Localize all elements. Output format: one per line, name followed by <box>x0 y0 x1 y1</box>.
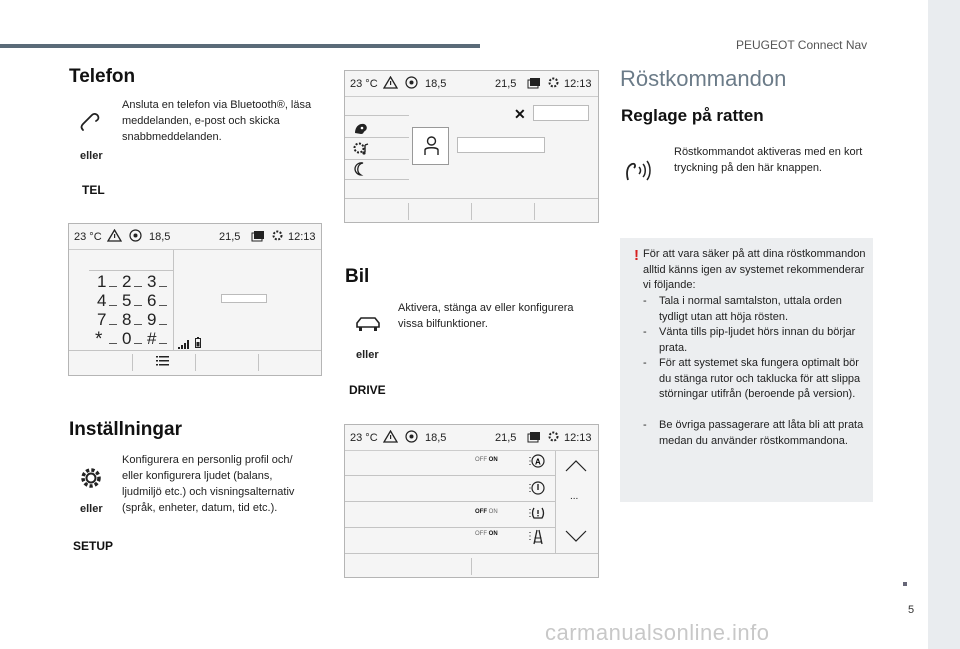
location-icon <box>405 76 418 92</box>
profile-tile[interactable] <box>412 127 449 165</box>
status-bar <box>345 425 598 451</box>
status-temp: 23 °C <box>74 231 102 243</box>
telefon-description: Ansluta en telefon via Bluetooth®, läsa meddelanden, e-post och skicka snabbmeddelanden. <box>122 99 312 143</box>
profile-name-field[interactable] <box>457 137 545 153</box>
key-8[interactable]: 8 <box>122 310 132 329</box>
tyre-pressure-icon <box>531 506 545 525</box>
media-icon <box>527 431 541 446</box>
bullet-mark: - <box>643 295 647 307</box>
phone-screen <box>68 223 322 376</box>
bullet-1: Tala i normal samtalston, uttala orden tydligt utan att höja rösten. <box>659 295 842 323</box>
rost-subtitle: Reglage på ratten <box>621 106 764 125</box>
location-icon <box>405 430 418 446</box>
key-hash[interactable]: # <box>147 329 157 348</box>
key-9[interactable]: 9 <box>147 310 157 329</box>
contacts-list-icon[interactable] <box>156 355 170 373</box>
lane-assist-icon <box>531 529 545 550</box>
phone-icon <box>78 110 102 139</box>
status-right-value: 21,5 <box>219 231 241 243</box>
settings-input-field[interactable] <box>533 105 589 121</box>
note-intro: För att vara säker på att dina röstkommandon alltid känns igen av systemet rekommenderar vi följande: <box>643 248 866 291</box>
key-6[interactable]: 6 <box>147 291 157 310</box>
telefon-title: Telefon <box>69 66 136 87</box>
voice-command-icon <box>624 158 654 187</box>
bullet-3: För att systemet ska fungera optimalt bör du stänga rutor och taklucka för att slippa störningar utifrån (beroende på version). <box>659 357 861 400</box>
key-5[interactable]: 5 <box>122 291 132 310</box>
profile-person-icon <box>413 128 450 166</box>
installningar-title: Inställningar <box>69 419 182 440</box>
color-palette-icon[interactable] <box>353 121 369 140</box>
media-icon <box>251 230 265 245</box>
key-0[interactable]: 0 <box>122 329 132 348</box>
toggle-row3[interactable]: OFF ON <box>475 509 498 515</box>
bil-code[interactable]: DRIVE <box>349 383 386 397</box>
status-time: 12:13 <box>564 78 592 90</box>
bullet-2: Vänta tills pip-ljudet hörs innan du börjar prata. <box>659 326 856 354</box>
key-4[interactable]: 4 <box>97 291 107 310</box>
page-number: 5 <box>908 604 915 616</box>
installningar-description: Konfigurera en personlig profil och/ eller konfigurera ljudet (balans, ljudmiljö etc.) och visningsalternativ (språk, enheter, datum, tid etc.). <box>122 454 295 514</box>
key-2[interactable]: 2 <box>122 272 132 291</box>
location-icon <box>129 229 142 245</box>
key-star[interactable]: * <box>95 329 103 350</box>
status-right-value: 21,5 <box>495 78 517 90</box>
media-icon <box>527 77 541 92</box>
warning-mark: ! <box>634 247 639 264</box>
scroll-ellipsis: ... <box>570 491 579 502</box>
sound-settings-icon[interactable] <box>352 141 370 161</box>
settings-status-icon <box>547 430 560 446</box>
telefon-code[interactable]: TEL <box>82 183 105 197</box>
brand-label: PEUGEOT Connect Nav <box>736 38 868 52</box>
bullet-mark: - <box>643 357 647 369</box>
chevron-up-icon[interactable] <box>565 459 587 477</box>
bil-title: Bil <box>345 266 370 287</box>
settings-status-icon <box>271 229 284 245</box>
info-circle-icon <box>531 481 545 500</box>
key-3[interactable]: 3 <box>147 272 157 291</box>
status-time: 12:13 <box>564 432 592 444</box>
rost-description: Röstkommandot aktiveras med en kort tryckning på den här knappen. <box>674 146 863 174</box>
status-bar <box>69 224 321 250</box>
key-7[interactable]: 7 <box>97 310 107 329</box>
key-1[interactable]: 1 <box>97 272 107 291</box>
auto-function-icon <box>531 454 545 473</box>
status-bar <box>345 71 598 97</box>
row-menu-icon[interactable]: ⋮ <box>525 508 535 519</box>
row-menu-icon[interactable]: ⋮ <box>525 531 535 542</box>
installningar-code[interactable]: SETUP <box>73 539 114 553</box>
advice-note <box>620 238 873 502</box>
toggle-row1[interactable]: OFF ON <box>475 457 498 463</box>
warning-icon <box>383 76 398 92</box>
page-edge-band <box>928 0 960 649</box>
bil-description: Aktivera, stänga av eller konfigurera vissa bilfunktioner. <box>398 302 574 330</box>
bullet-4: Be övriga passagerare att låta bli att prata medan du använder röstkommandona. <box>659 419 864 447</box>
warning-icon <box>383 430 398 446</box>
drive-screen <box>344 424 599 578</box>
status-right-value: 21,5 <box>495 432 517 444</box>
status-time: 12:13 <box>288 231 316 243</box>
bullet-mark: - <box>643 419 647 431</box>
installningar-eller: eller <box>80 503 103 515</box>
settings-status-icon <box>547 76 560 92</box>
row-menu-icon[interactable]: ⋮ <box>525 483 535 494</box>
warning-icon <box>107 229 122 245</box>
header-rule <box>0 44 480 48</box>
rost-title: Röstkommandon <box>620 66 787 91</box>
svg-text:A: A <box>535 457 541 467</box>
status-left-value: 18,5 <box>149 231 171 243</box>
chevron-down-icon[interactable] <box>565 529 587 547</box>
close-icon[interactable]: ✕ <box>514 106 526 122</box>
status-temp: 23 °C <box>350 432 378 444</box>
telefon-eller: eller <box>80 150 103 162</box>
bil-eller: eller <box>356 349 379 361</box>
keypad-input-field[interactable] <box>221 294 267 303</box>
status-temp: 23 °C <box>350 78 378 90</box>
gear-icon <box>78 465 104 496</box>
status-left-value: 18,5 <box>425 78 447 90</box>
page-marker <box>903 582 907 586</box>
watermark: carmanualsonline.info <box>545 620 770 645</box>
night-mode-icon[interactable] <box>354 162 366 181</box>
toggle-row4[interactable]: OFF ON <box>475 531 498 537</box>
signal-icon <box>178 336 189 354</box>
bullet-mark: - <box>643 326 647 338</box>
status-left-value: 18,5 <box>425 432 447 444</box>
settings-screen <box>344 70 599 223</box>
car-icon <box>354 313 382 338</box>
row-menu-icon[interactable]: ⋮ <box>525 456 535 467</box>
